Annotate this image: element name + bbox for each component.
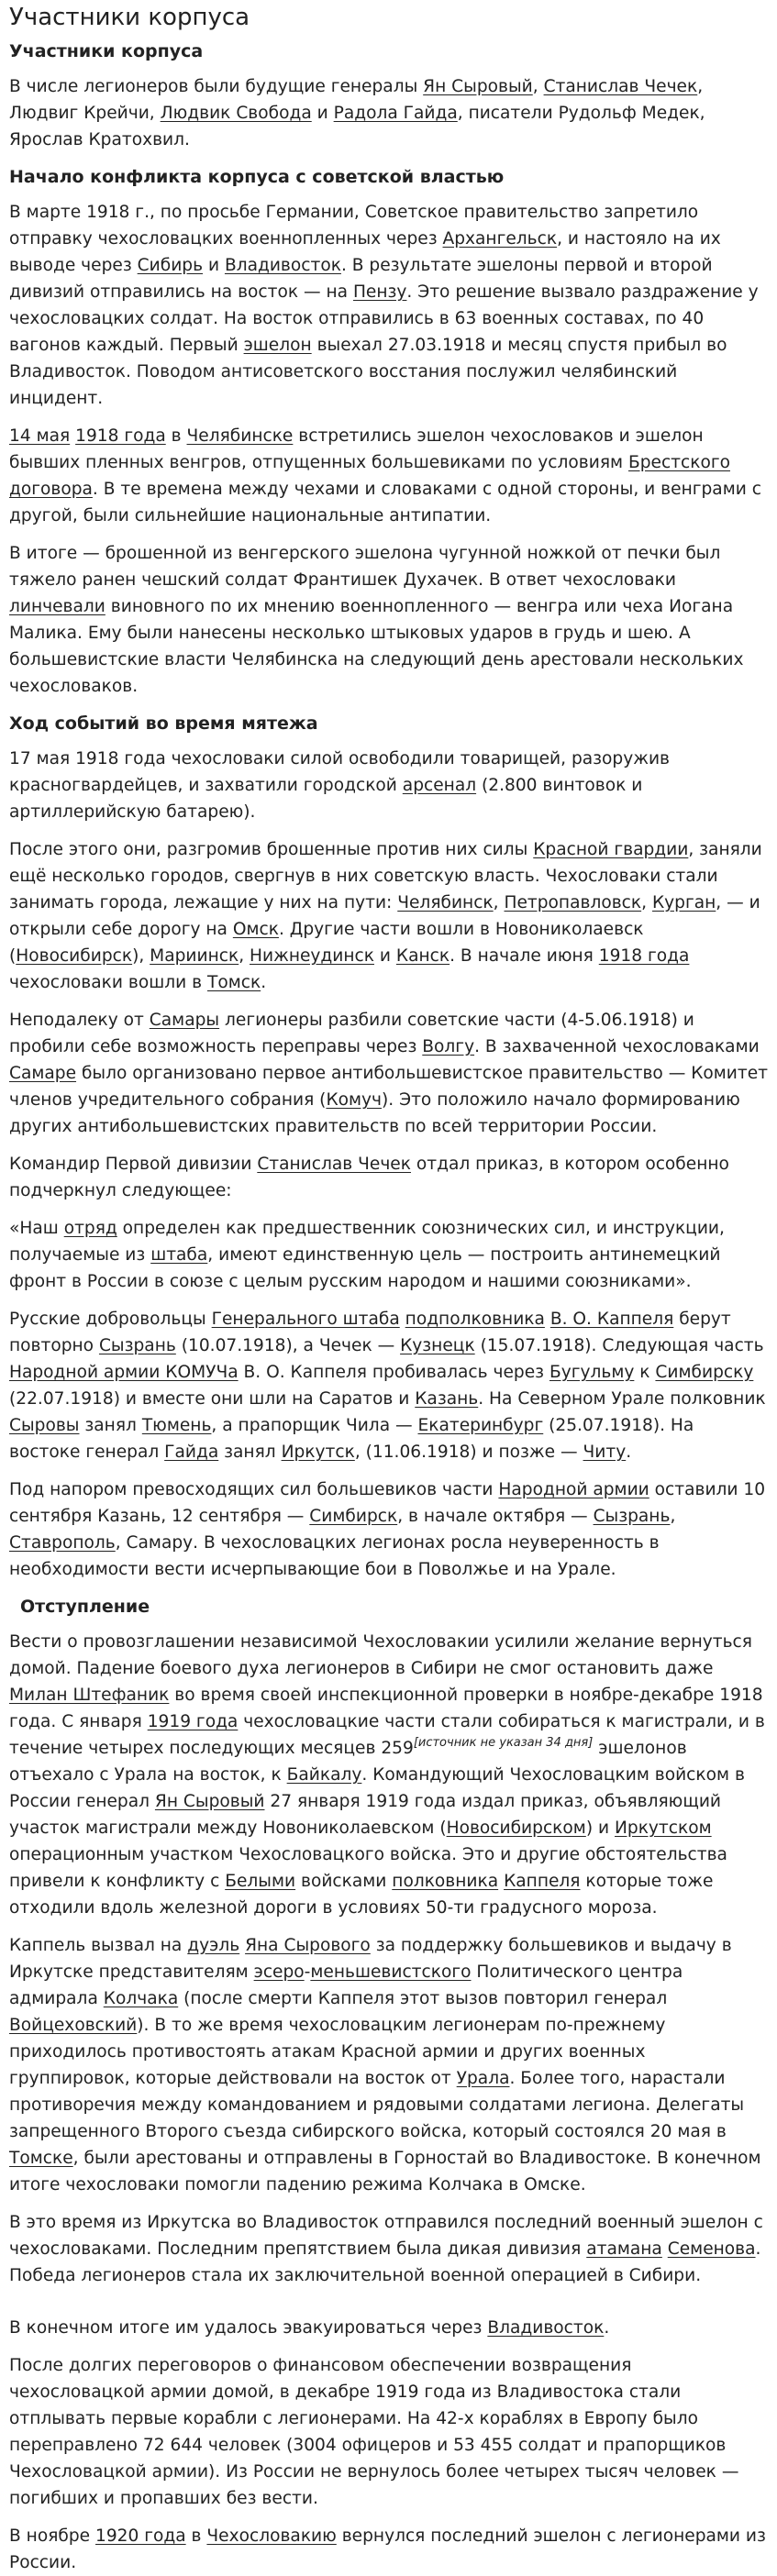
wiki-link[interactable]: эсеро [253, 1962, 305, 1982]
text-run: . Другие части вошли в Новониколаевск ( [9, 920, 644, 966]
paragraph [9, 2315, 768, 2341]
wiki-link[interactable]: 1919 года [147, 1712, 239, 1731]
text-run: , — и открыли себе дорогу на [9, 893, 760, 939]
paragraph [9, 836, 768, 996]
wiki-link[interactable]: Иркутск [281, 1443, 355, 1462]
text-run: Командир Первой дивизии [9, 1155, 258, 1174]
citation-needed-note[interactable]: [источник не указан 34 дня] [413, 1736, 594, 1750]
section-heading: Участники корпуса [9, 41, 204, 61]
text-run: , [493, 893, 505, 912]
wiki-link[interactable]: Читу [583, 1443, 627, 1462]
text-run: и [203, 256, 225, 275]
text-run: . На Северном Урале полковник [478, 1389, 766, 1409]
text-run: ). Это положило начало формированию других антибольшевистских правительств по всей территории России. [9, 1090, 740, 1136]
wiki-link[interactable]: В. О. Каппеля [549, 1310, 674, 1329]
wiki-link[interactable]: Народной армии [498, 1480, 649, 1499]
wiki-link[interactable]: Ставрополь [9, 1533, 116, 1553]
wiki-link[interactable]: Войцеховский [9, 2016, 138, 2035]
text-run: . В начале июня [450, 946, 599, 966]
wiki-link[interactable]: Комуч [326, 1090, 383, 1110]
wiki-link[interactable]: арсенал [402, 776, 477, 795]
wiki-link[interactable]: Томске [9, 2149, 73, 2168]
text-run: В числе легионеров были будущие генералы [9, 77, 424, 96]
wiki-link[interactable]: Канск [395, 946, 450, 966]
text-run: , имеют единственную цель — построить антинемецкий фронт в России в союзе с целым русским народом и нашими союзниками». [9, 1245, 721, 1291]
wiki-link[interactable]: Ян Сыровый [423, 77, 533, 96]
text-run: берут повторно [9, 1310, 731, 1355]
wiki-link[interactable]: Станислав Чечек [257, 1155, 411, 1174]
text-run: было организовано первое антибольшевистское правительство — Комитет членов учредительного собрания ( [9, 1064, 768, 1110]
text-run: . Это решение вызвало раздражение у чехословацких солдат. На восток отправились в 63 военных составах, по 40 вагонов каждый. Первый [9, 282, 759, 355]
wiki-link[interactable]: Ян Сыровый [154, 1792, 265, 1811]
wiki-link[interactable]: дуэль [187, 1936, 240, 1955]
wiki-link[interactable]: Белыми [225, 1872, 296, 1891]
wiki-link[interactable]: Сызрань [98, 1336, 176, 1355]
wiki-link[interactable]: Яна Сырового [245, 1936, 371, 1955]
text-run: В ноябре [9, 2526, 96, 2546]
text-run: , а прапорщик Чила — [211, 1416, 418, 1435]
text-run: занял [218, 1443, 282, 1462]
text-run: за поддержку большевиков и выдачу в Иркутске представителям [9, 1936, 732, 1982]
text-run: . Более того, нарастали противоречия между командованием и рядовыми солдатами легиона. Делегаты запрещенного Второго съезда сибирского войска, который состоялся 20 мая в [9, 2069, 745, 2141]
wiki-link[interactable]: Симбирск [309, 1507, 398, 1526]
wiki-link[interactable]: 14 мая [9, 426, 71, 446]
section-heading: Начало конфликта корпуса с советской властью [9, 167, 505, 187]
paragraph [9, 1215, 768, 1295]
wiki-link[interactable]: Колчака [103, 1989, 179, 2008]
text-run: операционным участком Чехословацкого войска. Это и другие обстоятельства привели к конфликту с [9, 1845, 727, 1891]
wiki-link[interactable]: Симбирску [655, 1363, 754, 1382]
wiki-link[interactable]: Бугульму [549, 1363, 635, 1382]
paragraph [9, 540, 768, 700]
text-run: В. О. Каппеля пробивалась через [238, 1363, 549, 1382]
text-run: , и настояло на их выводе через [9, 229, 721, 275]
paragraph [9, 1932, 768, 2198]
wiki-link[interactable]: Станислав Чечек [543, 77, 698, 96]
text-run: Неподалеку от [9, 1011, 150, 1030]
paragraph [9, 1151, 768, 1204]
wiki-link[interactable]: Сыровы [9, 1416, 80, 1435]
wiki-link[interactable]: Народной армии КОМУЧа [9, 1363, 239, 1382]
wiki-link[interactable]: Тюмень [141, 1416, 212, 1435]
text-run: и [373, 946, 396, 966]
wiki-link[interactable]: Новосибирском [446, 1819, 586, 1838]
wiki-link[interactable]: Самаре [9, 1064, 77, 1083]
wiki-link[interactable]: Людвик Свобода [160, 104, 312, 123]
text-run: , заняли ещё несколько городов, свергнув в них советскую власть. Чехословаки стали занимать города, лежащие у них на пути: [9, 840, 762, 912]
text-run: После этого они, разгромив брошенные против них силы [9, 840, 534, 859]
text-run: к [634, 1363, 656, 1382]
text-run: ) и [585, 1819, 615, 1838]
wiki-link[interactable]: Петропавловск [504, 893, 642, 912]
text-run: выехал 27.03.1918 и месяц спустя прибыл во Владивосток. Поводом антисоветского восстания послужил челябинский инцидент. [9, 336, 727, 408]
wiki-link[interactable]: отряд [63, 1219, 117, 1238]
text-run: определен как предшественник союзнических сил, и инструкции, получаемые из [9, 1219, 725, 1265]
text-run: эшелонов отъехало с Урала на восток, к [9, 1739, 687, 1785]
text-run: (10.07.1918), а Чечек — [175, 1336, 401, 1355]
text-run: (2.800 винтовок и артиллерийскую батарею). [9, 776, 643, 822]
wiki-link[interactable]: штаба [150, 1245, 208, 1265]
text-run: во время своей инспекционной проверки в ноябре-декабре 1918 года. С января [9, 1686, 763, 1731]
wiki-link[interactable]: Мариинск [150, 946, 239, 966]
text-run: Русские добровольцы [9, 1310, 212, 1329]
text-run: , [532, 77, 544, 96]
wiki-link[interactable]: Радола Гайда [333, 104, 458, 123]
wiki-link[interactable]: Брестского договора [9, 453, 730, 499]
wiki-link[interactable]: Семенова [667, 2239, 756, 2259]
text-run: вернулся последний эшелон с легионерами из России. [9, 2526, 766, 2572]
paragraph [9, 2209, 768, 2289]
text-run: 27 января 1919 года издал приказ, объявляющий участок магистрали между Новониколаевском ( [9, 1792, 722, 1838]
wiki-link[interactable]: Иркутском [614, 1819, 712, 1838]
wiki-link[interactable]: Нижнеудинск [250, 946, 374, 966]
wiki-link[interactable]: Казань [415, 1389, 479, 1409]
text-run: чехословаки вошли в [9, 973, 207, 992]
text-run: , (11.06.1918) и позже — [354, 1443, 583, 1462]
text-run: виновного по их мнению военнопленного — венгра или чеха Иогана Малика. Ему были нанесены несколько штыковых ударов в грудь и шею. А большевистские власти Челябинска на следующий день арестовали нескольких чехословаков. [9, 597, 744, 696]
text-run: 17 мая 1918 года чехословаки силой освободили товарищей, разоружив красногвардейцев, и захватили городской [9, 749, 671, 795]
text-run: и [311, 104, 334, 123]
text-run: отдал приказ, в котором особенно подчеркнул следующее: [9, 1155, 729, 1200]
text-run: В конечном итоге им удалось эвакуироваться через [9, 2318, 488, 2338]
wiki-link[interactable]: Красной гвардии [533, 840, 689, 859]
text-run: . [626, 1443, 632, 1462]
wiki-link[interactable]: Милан Штефаник [9, 1686, 170, 1705]
wiki-link[interactable]: эшелон [243, 336, 312, 355]
text-run: , были арестованы и отправлены в Горностай во Владивостоке. В конечном итоге чехословаки помогли падению режима Колчака в Омске. [9, 2149, 761, 2195]
text-run: После долгих переговоров о финансовом обеспечении возвращения чехословацкой армии домой, в декабре 1919 года из Владивостока стали отплывать первые корабли с легионерами. На 42-х кораблях в Европу было переправлено 72 644 человек (3004 офицеров и 53 455 солдат и прапорщиков Чехословацкой армии). Из России не вернулось более четырех тысяч человек — погибших и пропавших без вести. [9, 2356, 739, 2508]
text-run: легионеры разбили советские части (4-5.06.1918) и пробили себе возможность переправы через [9, 1011, 694, 1056]
wiki-link[interactable]: Сибирь [137, 256, 204, 275]
text-run: В это время из Иркутска во Владивосток отправился последний военный эшелон с чехословаками. Последним препятствием была дикая дивизия [9, 2213, 763, 2259]
wiki-link[interactable]: Челябинск [397, 893, 494, 912]
text-run: , в начале октября — [397, 1507, 594, 1526]
text-run: , [641, 893, 652, 912]
wiki-link[interactable]: подполковника [405, 1310, 545, 1329]
wiki-link[interactable]: Курган [651, 893, 716, 912]
wiki-link[interactable]: Урала [456, 2069, 510, 2088]
wiki-link[interactable]: Новосибирск [16, 946, 133, 966]
wiki-link[interactable]: Омск [232, 920, 279, 939]
paragraph [9, 1306, 768, 1465]
text-run: . В захваченной чехословаками [474, 1037, 760, 1056]
wiki-link[interactable]: 1918 года [75, 426, 166, 446]
text-run: занял [79, 1416, 142, 1435]
text-run: которые тоже отходили вдоль железной дороги в условиях 50-ти градусного мороза. [9, 1872, 714, 1918]
wiki-link[interactable]: Кузнецк [400, 1336, 475, 1355]
text-run: , писатели Рудольф Медек, Ярослав Кратохвил. [9, 104, 705, 149]
paragraph [9, 746, 768, 825]
wiki-link[interactable]: Генерального штаба [211, 1310, 400, 1329]
wiki-link[interactable]: Чехословакию [206, 2526, 337, 2546]
text-run: «Наш [9, 1219, 64, 1238]
text-run: В итоге — брошенной из венгерского эшелона чугунной ножкой от печки был тяжело ранен чешский солдат Франтишек Духачек. В ответ чехословаки [9, 544, 721, 590]
paragraph [9, 1629, 768, 1921]
section-heading: Отступление [20, 1597, 150, 1617]
wiki-link[interactable]: Томск [206, 973, 261, 992]
wiki-link[interactable]: Челябинске [186, 426, 294, 446]
article-body [9, 39, 768, 2576]
wiki-link[interactable]: атамана [586, 2239, 662, 2259]
text-run: ), [132, 946, 150, 966]
text-run: В марте 1918 г., по просьбе Германии, Советское правительство запретило отправку чехословацких военнопленных через [9, 203, 699, 249]
text-run: . [261, 973, 267, 992]
text-run: , [670, 1507, 676, 1526]
wiki-link[interactable]: Пензу [352, 282, 407, 302]
text-run: (22.07.1918) и вместе они шли на Саратов и [9, 1389, 416, 1409]
text-run: . [604, 2318, 610, 2338]
wiki-link[interactable]: Байкалу [286, 1765, 362, 1785]
text-run: ). В то же время чехословацким легионерам по-прежнему приходилось противостоять атакам Красной армии и других военных группировок, которые действовали на восток от [9, 2016, 666, 2088]
wiki-link[interactable]: Гайда [164, 1443, 219, 1462]
text-run: . В те времена между чехами и словаками с одной стороны, и венграми с другой, были сильнейшие национальные антипатии. [9, 480, 761, 525]
wiki-link[interactable]: Владивосток [487, 2318, 605, 2338]
wiki-link[interactable]: 1920 года [95, 2526, 186, 2546]
text-run: . Победа легионеров стала их заключительной военной операцией в Сибири. [9, 2239, 761, 2285]
paragraph [9, 1476, 768, 1583]
text-run: , Самару. В чехословацких легионах росла неуверенность в необходимости вести исчерпывающие бои в Поволжье и на Урале. [9, 1533, 660, 1579]
paragraph [9, 2523, 768, 2576]
text-run: встретились эшелон чехословаков и эшелон бывших пленных венгров, отпущенных большевиками по условиям [9, 426, 704, 472]
text-run: - [304, 1962, 311, 1982]
text-run: чехословацкие части стали собираться к магистрали, и в течение четырех последующих месяцев 259 [9, 1712, 765, 1758]
text-run: в [185, 2526, 207, 2546]
wiki-link[interactable]: Владивосток [224, 256, 341, 275]
text-run: , [239, 946, 250, 966]
text-run: оставили 10 сентября Казань, 12 сентября — [9, 1480, 766, 1526]
paragraph [9, 73, 768, 153]
wiki-link[interactable]: меньшевистского [310, 1962, 472, 1982]
wiki-link[interactable]: Сызрань [593, 1507, 671, 1526]
wiki-link[interactable]: Каппеля [504, 1872, 581, 1891]
text-run: Каппель вызвал на [9, 1936, 188, 1955]
text-run: Политического центра адмирала [9, 1962, 683, 2008]
page-title: Участники корпуса [9, 4, 250, 31]
text-run: (15.07.1918). Следующая часть [474, 1336, 764, 1355]
text-run: (25.07.1918). На востоке генерал [9, 1416, 694, 1462]
paragraph [9, 1007, 768, 1140]
text-run: в [165, 426, 187, 446]
text-run: Вести о провозглашении независимой Чехословакии усилили желание вернуться домой. Падение боевого духа легионеров в Сибири не смог остановить даже [9, 1632, 752, 1678]
wiki-link[interactable]: линчевали [9, 597, 105, 616]
wiki-link[interactable]: Волгу [422, 1037, 475, 1056]
text-run: (после смерти Каппеля этот вызов повторил генерал [178, 1989, 668, 2008]
paragraph [9, 199, 768, 412]
text-run: , Людвиг Крейчи, [9, 77, 704, 123]
text-run: войсками [295, 1872, 393, 1891]
wiki-link[interactable]: Архангельск [442, 229, 558, 249]
text-run: Под напором превосходящих сил большевиков части [9, 1480, 499, 1499]
wiki-link[interactable]: 1918 года [598, 946, 690, 966]
paragraph [9, 423, 768, 529]
wiki-link[interactable]: Екатеринбург [417, 1416, 544, 1435]
text-run: . В результате эшелоны первой и второй дивизий отправились на восток — на [9, 256, 713, 302]
section-heading: Ход событий во время мятежа [9, 713, 318, 734]
wiki-link[interactable]: полковника [392, 1872, 499, 1891]
text-run: . Командующий Чехословацким войском в России генерал [9, 1765, 745, 1811]
wiki-link[interactable]: Самары [149, 1011, 220, 1030]
